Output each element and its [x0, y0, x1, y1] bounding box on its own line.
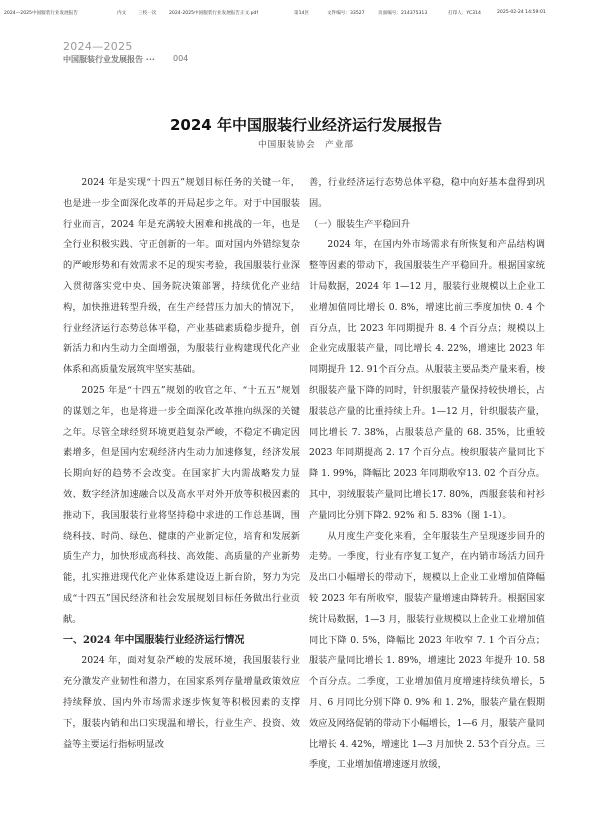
print-file: 2024-2025中国服装行业发展报告正文.pdf — [169, 11, 259, 16]
right-column — [309, 173, 545, 776]
left-column — [63, 173, 300, 755]
print-section: 第14区 — [294, 11, 310, 16]
article-title: 2024 年中国服装行业经济运行发展报告 — [170, 116, 442, 134]
print-doc-label: 内文 — [117, 11, 127, 16]
print-page-no: 页面编号：214375313 — [378, 11, 428, 16]
print-doc-no: 文件编号：33527 — [327, 11, 365, 16]
article-author: 中国服装协会 产业部 — [258, 140, 354, 150]
paragraph: 善，行业经济运行态势总体平稳，稳中向好基本盘得到巩固。 — [309, 177, 545, 209]
running-head-year: 2024—2025 — [63, 40, 133, 53]
print-proof: 三校一次 — [138, 11, 157, 16]
running-head-title: 中国服装行业发展报告 ··· — [63, 55, 155, 64]
print-range: 2024—2025中国服装行业发展报告 — [4, 11, 78, 16]
paragraph: 2024 年，面对复杂严峻的发展环境，我国服装行业充分激发产业韧性和潜力，在国家系列存量增量政策效应持续释放、国内外市场需求逐步恢复等积极因素的支撑下，服装内销和出口实现温和增长，行业生产、投资、效益等主要运行指标明显改 — [63, 655, 300, 750]
subsection-heading: （一）服装生产平稳回升 — [309, 218, 411, 230]
paragraph: 2024 年是实现“十四五”规划目标任务的关键一年，也是进一步全面深化改革的开局起步之年。对于中国服装行业而言，2024 年是充满较大困难和挑战的一年，也是全行业积极实践、守正创新的一年。面对国内外错综复杂的严峻形势和有效需求不足的现实考验，我国服装行业深入贯彻落实党中央、国务院决策部署，持续优化产业结构，加快推进转型升级，在生产经营压力加大的情况下，行业经济运行态势总体平稳，产业基础素质稳步提升，创新活力和内生动力全面增强，为服装行业构建现代化产业体系和高质量发展筑牢坚实基础。 — [63, 177, 300, 376]
page-number: 004 — [173, 54, 189, 63]
print-printer: 打印人：YC314 — [448, 11, 481, 16]
paragraph: 2025 年是“十四五”规划的收官之年、“十五五”规划的谋划之年，也是将进一步全面深化改革推向纵深的关键之年。尽管全球经贸环境更趋复杂严峻，不稳定不确定因素增多，但是国内宏观经济内生动力加速修复，经济发展长期向好的趋势不会改变。在国家扩大内需战略发力显效、数字经济加速融合以及高水平对外开放等积极因素的推动下，我国服装行业将坚持稳中求进的工作总基调，围绕科技、时尚、绿色、健康的产业新定位，培育和发展新质生产力，加快形成高科技、高效能、高质量的产业新势能，扎实推进现代化产业体系建设迈上新台阶，努力为完成“十四五”国民经济和社会发展规划目标任务做出行业贡献。 — [63, 384, 300, 625]
section-heading: 一、2024 年中国服装行业经济运行情况 — [63, 634, 245, 646]
paragraph: 2024 年，在国内外市场需求有所恢复和产品结构调整等因素的带动下，我国服装生产平稳回升。根据国家统计局数据，2024 年 1—12 月，服装行业规模以上企业工业增加值同比增长 0. 8%，增速比前三季度加快 0. 4 个百分点，比 2023 年同期提升 8. 4 个百分点；规模以上企业完成服装产量，同比增长 4. 22%，增速比 2023 年同期提升 12. 91个百分点。从服装主要品类产量来看，梭织服装产量下降的同时，针织服装产量保持较快增长，占服装总产量的比重持续上升。1—12 月，针织服装产量，同比增长 7. 38%，占服装总产量的 68. 35%，比重较 2023 年同期提高 2. 17 个百分点。梭织服装产量同比下降 1. 99%，降幅比 2023 年同期收窄13. 02 个百分点。其中，羽绒服装产量同比增长17. 80%，西服套装和衬衫产量同比分别下降2. 92% 和 5. 83%（图 1-1）。 — [309, 239, 545, 521]
print-datetime: 2025-02-24 14:59:01 — [497, 10, 546, 15]
print-info-bar — [0, 0, 612, 20]
paragraph: 从月度生产变化来看，全年服装生产呈现逐步回升的走势。一季度，行业有序复工复产，在内销市场活力回升及出口小幅增长的带动下，规模以上企业工业增加值降幅较 2023 年有所收窄，服装产量增速由降转升。根据国家统计局数据，1—3 月，服装行业规模以上企业工业增加值同比下降 0. 5%，降幅比 2023 年收窄 7. 1 个百分点；服装产量同比增长 1. 89%，增速比 2023 年提升 10. 58 个百分点。二季度，工业增加值月度增速持续负增长，5 月、6 月同比分别下降 0. 9% 和 1. 2%，服装产量在假期效应及网络促销的带动下小幅增长，1—6 月，服装产量同比增长 4. 42%，增速比 1—3 月加快 2. 53个百分点。三季度，工业增加值增速逐月放缓， — [309, 530, 545, 771]
